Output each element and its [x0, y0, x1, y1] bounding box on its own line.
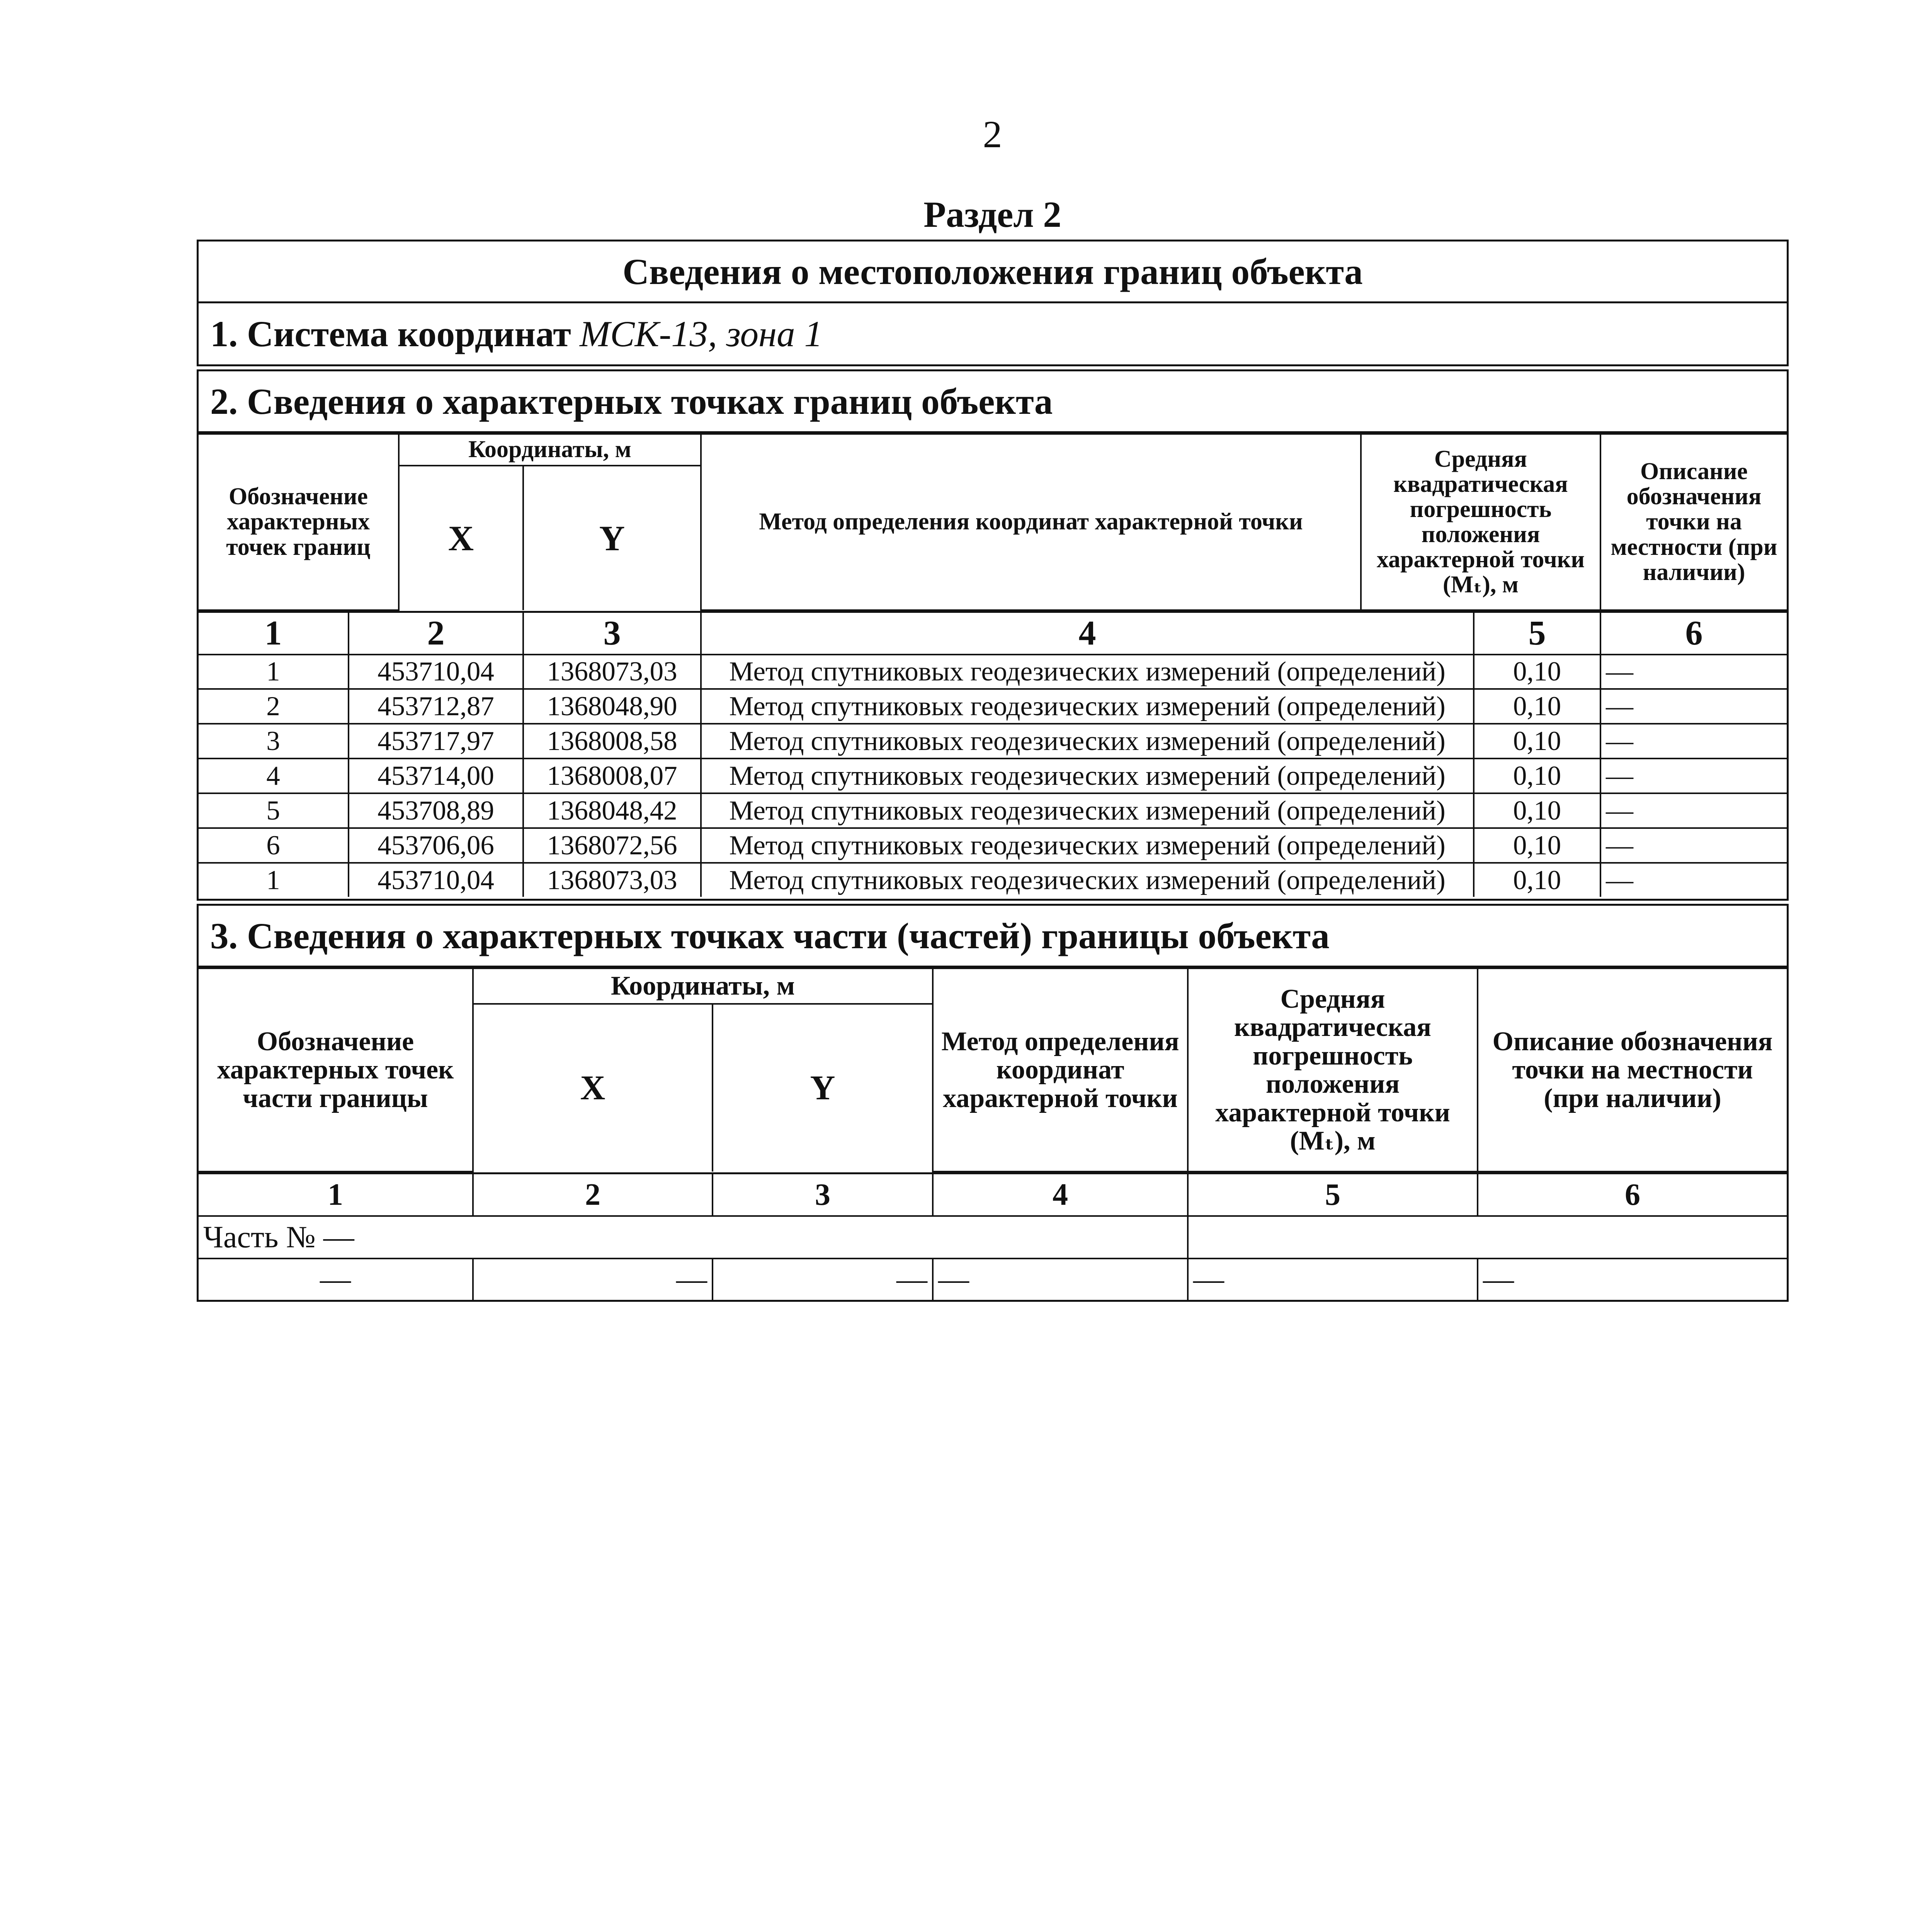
point-x: 453710,04 [349, 655, 523, 689]
point-description: — [1600, 759, 1787, 793]
point-method: Метод спутниковых геодезических измерений (определений) [701, 655, 1474, 689]
parts-header-table [199, 968, 1787, 1172]
point-x: 453712,87 [349, 689, 523, 724]
table-row [199, 1259, 1787, 1300]
point-error: 0,10 [1474, 689, 1600, 724]
points-header-designation: Обозначение характерных точек границ [199, 434, 399, 610]
point-number: 5 [199, 793, 349, 828]
point-x: 453717,97 [349, 724, 523, 759]
point-method: Метод спутниковых геодезических измерений (определений) [701, 793, 1474, 828]
points-colnum-3: 3 [523, 612, 701, 655]
section-heading: Раздел 2 [923, 194, 1061, 235]
parts-colnum-2: 2 [473, 1173, 713, 1216]
points-colnum-4: 4 [701, 612, 1474, 655]
parts-colnum-5: 5 [1188, 1173, 1478, 1216]
part-point-number: — [199, 1259, 473, 1300]
point-y: 1368008,07 [523, 759, 701, 793]
point-description: — [1600, 828, 1787, 863]
parts-header-method: Метод определения координат характерной точки [933, 968, 1188, 1172]
point-x: 453708,89 [349, 793, 523, 828]
part-point-x: — [473, 1259, 713, 1300]
part-point-description: — [1478, 1259, 1787, 1300]
points-header-coords: Координаты, м [399, 434, 701, 466]
point-error: 0,10 [1474, 655, 1600, 689]
points-header-description: Описание обозначения точки на местности (при наличии) [1600, 434, 1787, 610]
parts-colnum-3: 3 [713, 1173, 933, 1216]
point-y: 1368048,42 [523, 793, 701, 828]
points-colnum-1: 1 [199, 612, 349, 655]
points-header-method: Метод определения координат характерной точки [701, 434, 1361, 610]
parts-header-designation: Обозначение характерных точек части границы [199, 968, 473, 1172]
point-x: 453706,06 [349, 828, 523, 863]
point-number: 1 [199, 655, 349, 689]
table-row [199, 793, 1787, 828]
parts-colnum-6: 6 [1478, 1173, 1787, 1216]
table-row [199, 655, 1787, 689]
point-y: 1368073,03 [523, 655, 701, 689]
point-y: 1368072,56 [523, 828, 701, 863]
point-error: 0,10 [1474, 793, 1600, 828]
point-error: 0,10 [1474, 759, 1600, 793]
parts-table [199, 1172, 1787, 1300]
point-error: 0,10 [1474, 828, 1600, 863]
parts-header-coords: Координаты, м [473, 968, 933, 1004]
points-colnum-6: 6 [1600, 612, 1787, 655]
point-method: Метод спутниковых геодезических измерений (определений) [701, 828, 1474, 863]
parts-header-error: Средняя квадратическая погрешность положения характерной точки (Mₜ), м [1188, 968, 1478, 1172]
points-column-numbers [199, 612, 1787, 655]
point-method: Метод спутниковых геодезических измерений (определений) [701, 689, 1474, 724]
parts-header-y: Y [713, 1004, 933, 1172]
point-x: 453714,00 [349, 759, 523, 793]
point-description: — [1600, 863, 1787, 897]
part-label: Часть № — [199, 1216, 1188, 1259]
coord-system [199, 303, 1787, 364]
parts-header-description: Описание обозначения точки на местности (при наличии) [1478, 968, 1787, 1172]
point-method: Метод спутниковых геодезических измерений (определений) [701, 724, 1474, 759]
point-description: — [1600, 724, 1787, 759]
point-number: 2 [199, 689, 349, 724]
parts-colnum-1: 1 [199, 1173, 473, 1216]
point-description: — [1600, 689, 1787, 724]
main-title: Сведения о местоположения границ объекта [199, 242, 1787, 303]
part-label-empty [1188, 1216, 1787, 1259]
parts-header-x: X [473, 1004, 713, 1172]
coord-system-value: МСК-13, зона 1 [579, 313, 823, 354]
point-error: 0,10 [1474, 724, 1600, 759]
part-point-y: — [713, 1259, 933, 1300]
part-label-row [199, 1216, 1787, 1259]
table-row [199, 863, 1787, 897]
table-row [199, 724, 1787, 759]
point-number: 6 [199, 828, 349, 863]
page-number: 2 [983, 113, 1002, 156]
points-colnum-2: 2 [349, 612, 523, 655]
point-description: — [1600, 793, 1787, 828]
location-block [197, 240, 1789, 366]
part-point-error: — [1188, 1259, 1478, 1300]
table-row [199, 759, 1787, 793]
coord-system-label: 1. Система координат [210, 313, 571, 354]
parts-title: 3. Сведения о характерных точках части (частей) границы объекта [199, 906, 1787, 968]
point-method: Метод спутниковых геодезических измерений (определений) [701, 863, 1474, 897]
point-y: 1368008,58 [523, 724, 701, 759]
points-title: 2. Сведения о характерных точках границ объекта [199, 371, 1787, 433]
points-header-y: Y [523, 466, 701, 610]
parts-colnum-4: 4 [933, 1173, 1188, 1216]
point-number: 1 [199, 863, 349, 897]
points-header-error: Средняя квадратическая погрешность положения характерной точки (Mₜ), м [1361, 434, 1600, 610]
point-method: Метод спутниковых геодезических измерений (определений) [701, 759, 1474, 793]
point-x: 453710,04 [349, 863, 523, 897]
parts-block [197, 904, 1789, 1302]
point-number: 4 [199, 759, 349, 793]
point-y: 1368073,03 [523, 863, 701, 897]
points-header-table [199, 433, 1787, 611]
part-point-method: — [933, 1259, 1188, 1300]
points-colnum-5: 5 [1474, 612, 1600, 655]
table-row [199, 689, 1787, 724]
point-number: 3 [199, 724, 349, 759]
point-y: 1368048,90 [523, 689, 701, 724]
points-table [199, 611, 1787, 897]
points-header-x: X [399, 466, 523, 610]
points-block [197, 369, 1789, 901]
point-description: — [1600, 655, 1787, 689]
parts-column-numbers [199, 1173, 1787, 1216]
table-row [199, 828, 1787, 863]
point-error: 0,10 [1474, 863, 1600, 897]
